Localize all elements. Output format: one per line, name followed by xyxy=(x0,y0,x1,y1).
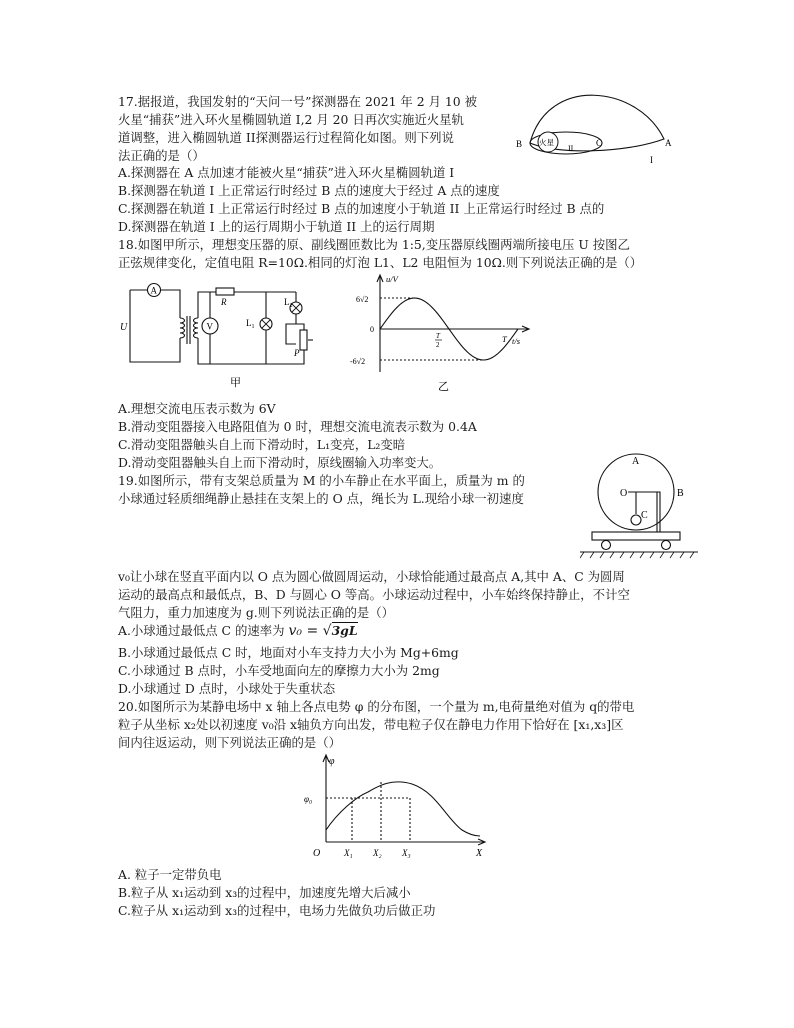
q17-stem-line: 火星“捕获”进入环火星椭圆轨道 I,2 月 20 日再次实施近火星轨 xyxy=(118,112,464,127)
q18-option-c: C.滑动变阻器触头自上而下滑动时，L₁变亮，L₂变暗 xyxy=(118,437,406,452)
graph-origin: 0 xyxy=(370,325,374,334)
graph-caption: 乙 xyxy=(438,381,449,393)
ammeter-label: A xyxy=(150,285,157,296)
q19-option-b: B.小球通过最低点 C 时，地面对小车支持力大小为 Mg+6mg xyxy=(118,645,459,660)
orbit-label-c: C xyxy=(596,138,603,148)
orbit-label-a: A xyxy=(665,138,672,148)
q20-option-a: A. 粒子一定带负电 xyxy=(118,867,222,882)
q17-option-c: C.探测器在轨道 I 上正常运行时经过 B 点的加速度小于轨道 II 上正常运行时经过 B 点的 xyxy=(118,201,605,216)
q18-stem-line: 正弦规律变化，定值电阻 R=10Ω.相同的灯泡 L1、L2 电阻恒为 10Ω.则下列说法正确的是（） xyxy=(118,255,643,270)
pot-x2: X₂ xyxy=(373,848,382,858)
cart-label-o: O xyxy=(620,488,628,499)
graph-half-t-den: 2 xyxy=(436,341,440,349)
rheostat-label: P xyxy=(294,348,300,358)
cart-figure xyxy=(580,448,700,563)
q18-option-b: B.滑动变阻器接入电路阻值为 0 时，理想交流电流表示数为 0.4A xyxy=(118,419,477,434)
orbit-label-ii: II xyxy=(568,144,574,153)
q20-option-c: C.粒子从 x₁运动到 x₃的过程中，电场力先做负功后做正功 xyxy=(118,903,436,918)
pot-xaxis: X xyxy=(476,848,483,859)
q19-stem-line: 19.如图所示，带有支架总质量为 M 的小车静止在水平面上，质量为 m 的 xyxy=(118,473,525,488)
graph-half-t-num: T xyxy=(436,332,440,340)
q19-stem-line: v₀让小球在竖直平面内以 O 点为圆心做圆周运动，小球恰能通过最高点 A,其中 A、C 为圆周 xyxy=(118,569,625,584)
lamp2-label: $L_2$ xyxy=(284,297,293,309)
voltage-graph xyxy=(346,272,536,397)
q19-option-d: D.小球通过 D 点时，小球处于失重状态 xyxy=(118,681,336,696)
q20-stem-line: 间内往返运动，则下列说法正确的是（） xyxy=(118,735,342,750)
orbit-label-i: I xyxy=(650,155,653,165)
potential-graph xyxy=(298,752,498,864)
q17-option-a: A.探测器在 A 点加速才能被火星“捕获”进入环火星椭圆轨道 I xyxy=(118,165,455,180)
pot-origin: O xyxy=(313,848,321,859)
source-label: U xyxy=(120,322,128,333)
q19-option-c: C.小球通过 B 点时，小车受地面向左的摩擦力大小为 2mg xyxy=(118,663,440,678)
q17-stem-line: 道调整，进入椭圆轨道 II探测器运行过程简化如图。则下列说 xyxy=(118,130,454,145)
q20-stem-line: 20.如图所示为某静电场中 x 轴上各点电势 φ 的分布图，一个量为 m,电荷量绝对值为 q的带电 xyxy=(118,699,635,714)
q19-option-a: A.小球通过最低点 C 的速率为 v₀ = √3gL xyxy=(118,623,358,639)
graph-ylabel: u/V xyxy=(386,274,398,284)
cart-label-c: C xyxy=(641,510,648,521)
graph-ymax: 6√2 xyxy=(356,295,369,304)
graph-xlabel: t/s xyxy=(512,336,521,346)
pot-x1: X₁ xyxy=(344,848,353,858)
q17-option-b: B.探测器在轨道 I 上正常运行时经过 B 点的速度大于经过 A 点的速度 xyxy=(118,183,500,198)
lamp1-label: $L_1$ xyxy=(246,318,255,330)
orbit-figure xyxy=(508,85,678,165)
q18-option-d: D.滑动变阻器触头自上而下滑动时，原线圈输入功率变大。 xyxy=(118,455,442,470)
potential-curve xyxy=(326,782,480,836)
circuit-figure xyxy=(118,278,338,393)
resistor-label: R xyxy=(221,297,227,307)
q19-option-a-text: A.小球通过最低点 C 的速率为 xyxy=(118,623,289,638)
q18-option-a: A.理想交流电压表示数为 6V xyxy=(118,401,276,416)
q20-option-b: B.粒子从 x₁运动到 x₃的过程中，加速度先增大后减小 xyxy=(118,885,411,900)
wheel-left xyxy=(602,541,611,550)
q17-stem-line: 法正确的是（） xyxy=(118,148,205,163)
wheel-right xyxy=(662,541,671,550)
cart-label-a: A xyxy=(632,456,640,467)
orbit-label-b: B xyxy=(516,139,523,149)
ball xyxy=(631,515,641,525)
pot-x3: X₃ xyxy=(402,848,411,858)
q19-option-a-root: 3gL xyxy=(331,623,358,638)
q19-stem-line: 小球通过轻质细绳静止悬挂在支架上的 O 点，绳长为 L.现给小球一初速度 xyxy=(118,491,524,506)
q17-stem-line: 17.据报道，我国发射的“天问一号”探测器在 2021 年 2 月 10 被 xyxy=(118,94,478,109)
pot-phi0: φ₀ xyxy=(304,794,313,804)
graph-ymin: -6√2 xyxy=(350,357,366,366)
q17-option-d: D.探测器在轨道 I 上的运行周期小于轨道 II 上的运行周期 xyxy=(118,219,435,234)
circuit-caption: 甲 xyxy=(230,377,241,389)
q19-stem-line: 气阻力，重力加速度为 g.则下列说法正确的是（） xyxy=(118,605,395,620)
voltmeter-label: V xyxy=(206,321,213,332)
orbit-label-mars: 火星 xyxy=(539,138,554,147)
pot-ylabel: φ xyxy=(329,756,335,767)
cart-label-b: B xyxy=(677,488,684,499)
q19-option-a-formula: v₀ = xyxy=(288,623,323,639)
graph-period: T xyxy=(502,334,507,344)
q18-stem-line: 18.如图甲所示，理想变压器的原、副线圈匝数比为 1:5,变压器原线圈两端所接电压 U 按图乙 xyxy=(118,237,630,252)
q20-stem-line: 粒子从坐标 x₂处以初速度 v₀沿 x轴负方向出发，带电粒子仅在静电力作用下恰好在 [x₁,x₃]区 xyxy=(118,717,624,732)
q19-stem-line: 运动的最高点和最低点，B、D 与圆心 O 等高。小球运动过程中，小车始终保持静止，不计空 xyxy=(118,587,630,602)
